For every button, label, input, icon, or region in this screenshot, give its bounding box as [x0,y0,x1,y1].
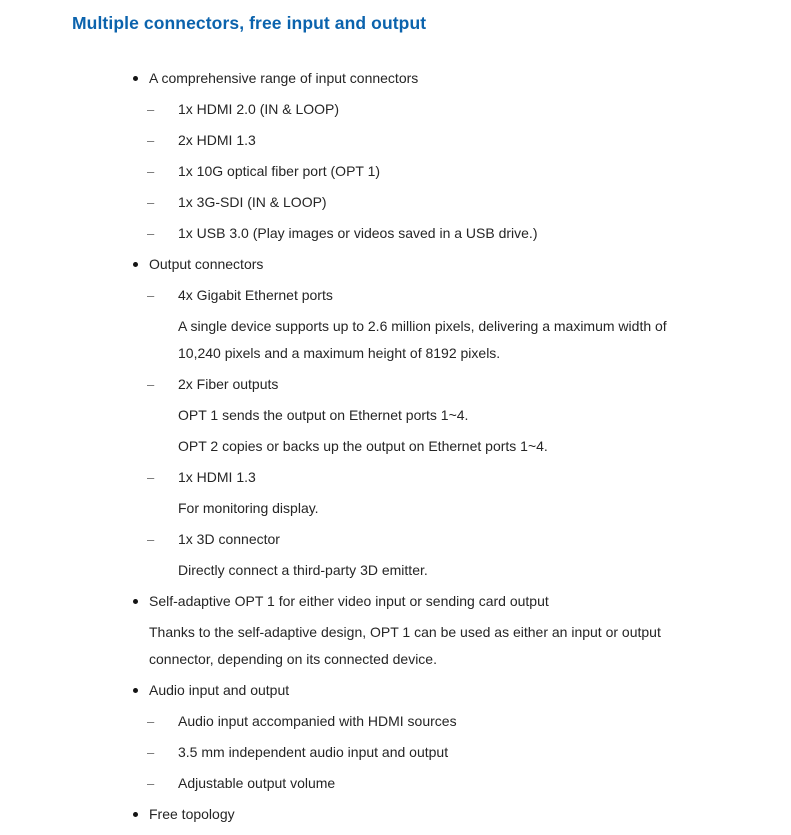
item-text: 1x USB 3.0 (Play images or videos saved in a USB drive.) [178,225,538,241]
paragraph [0,402,791,429]
list-item-level1 [0,677,791,704]
dash-icon: – [147,532,155,547]
bullet-icon [132,65,149,92]
dash-icon: – [147,164,155,179]
item-text: 2x Fiber outputs [178,376,279,392]
item-text: 1x HDMI 2.0 (IN & LOOP) [178,101,340,117]
paragraph [0,557,791,584]
list-item-level2 [0,770,791,797]
bullet-icon [132,588,149,615]
list-item-level2 [0,220,791,247]
bullet-icon [132,251,149,278]
paragraph [0,495,791,522]
list-item-level2 [0,371,791,398]
bullet-icon [132,801,149,828]
dash-icon: – [147,714,155,729]
list-item-level2 [0,464,791,491]
paragraph [0,433,791,460]
dash-icon: – [147,745,155,760]
list-item-level2 [0,189,791,216]
bullet-icon [132,677,149,704]
list-item-level2 [0,127,791,154]
page-title: Multiple connectors, free input and output [72,13,427,33]
item-text: A comprehensive range of input connectors [149,70,419,86]
dash-icon: – [147,195,155,210]
item-text: For monitoring display. [178,500,319,516]
list-item-level1 [0,65,791,92]
item-text: Directly connect a third-party 3D emitter. [178,562,428,578]
dash-icon: – [147,470,155,485]
list-item-level2 [0,96,791,123]
list-item-level1 [0,801,791,828]
item-text: Thanks to the self-adaptive design, OPT 1 can be used as either an input or output connector, depending on its connected device. [149,624,661,667]
list-item-level2 [0,526,791,553]
dash-icon: – [147,133,155,148]
list-item-level2 [0,739,791,766]
item-text: 1x 3D connector [178,531,280,547]
dash-icon: – [147,776,155,791]
list-item-level2 [0,158,791,185]
item-text: 1x HDMI 1.3 [178,469,256,485]
dash-icon: – [147,102,155,117]
dash-icon: – [147,377,155,392]
item-text: Audio input and output [149,682,290,698]
item-text: Adjustable output volume [178,775,336,791]
list-item-level2 [0,282,791,309]
item-text: Audio input accompanied with HDMI sources [178,713,457,729]
item-text: 4x Gigabit Ethernet ports [178,287,333,303]
item-text: OPT 1 sends the output on Ethernet ports 1~4. [178,407,469,423]
item-text: 1x 3G-SDI (IN & LOOP) [178,194,327,210]
item-text: 2x HDMI 1.3 [178,132,256,148]
paragraph [0,313,791,367]
list-item-level1 [0,588,791,615]
item-text: OPT 2 copies or backs up the output on Ethernet ports 1~4. [178,438,548,454]
item-text: 3.5 mm independent audio input and output [178,744,449,760]
dash-icon: – [147,226,155,241]
item-text: 1x 10G optical fiber port (OPT 1) [178,163,381,179]
dash-icon: – [147,288,155,303]
item-text: A single device supports up to 2.6 million pixels, delivering a maximum width of 10,240 pixels and a maximum height of 8192 pixels. [178,318,667,361]
list-item-level2 [0,708,791,735]
item-text: Self-adaptive OPT 1 for either video input or sending card output [149,593,549,609]
content-list [0,65,791,828]
list-item-level1 [0,251,791,278]
paragraph [0,619,791,673]
item-text: Output connectors [149,256,264,272]
item-text: Free topology [149,806,235,822]
